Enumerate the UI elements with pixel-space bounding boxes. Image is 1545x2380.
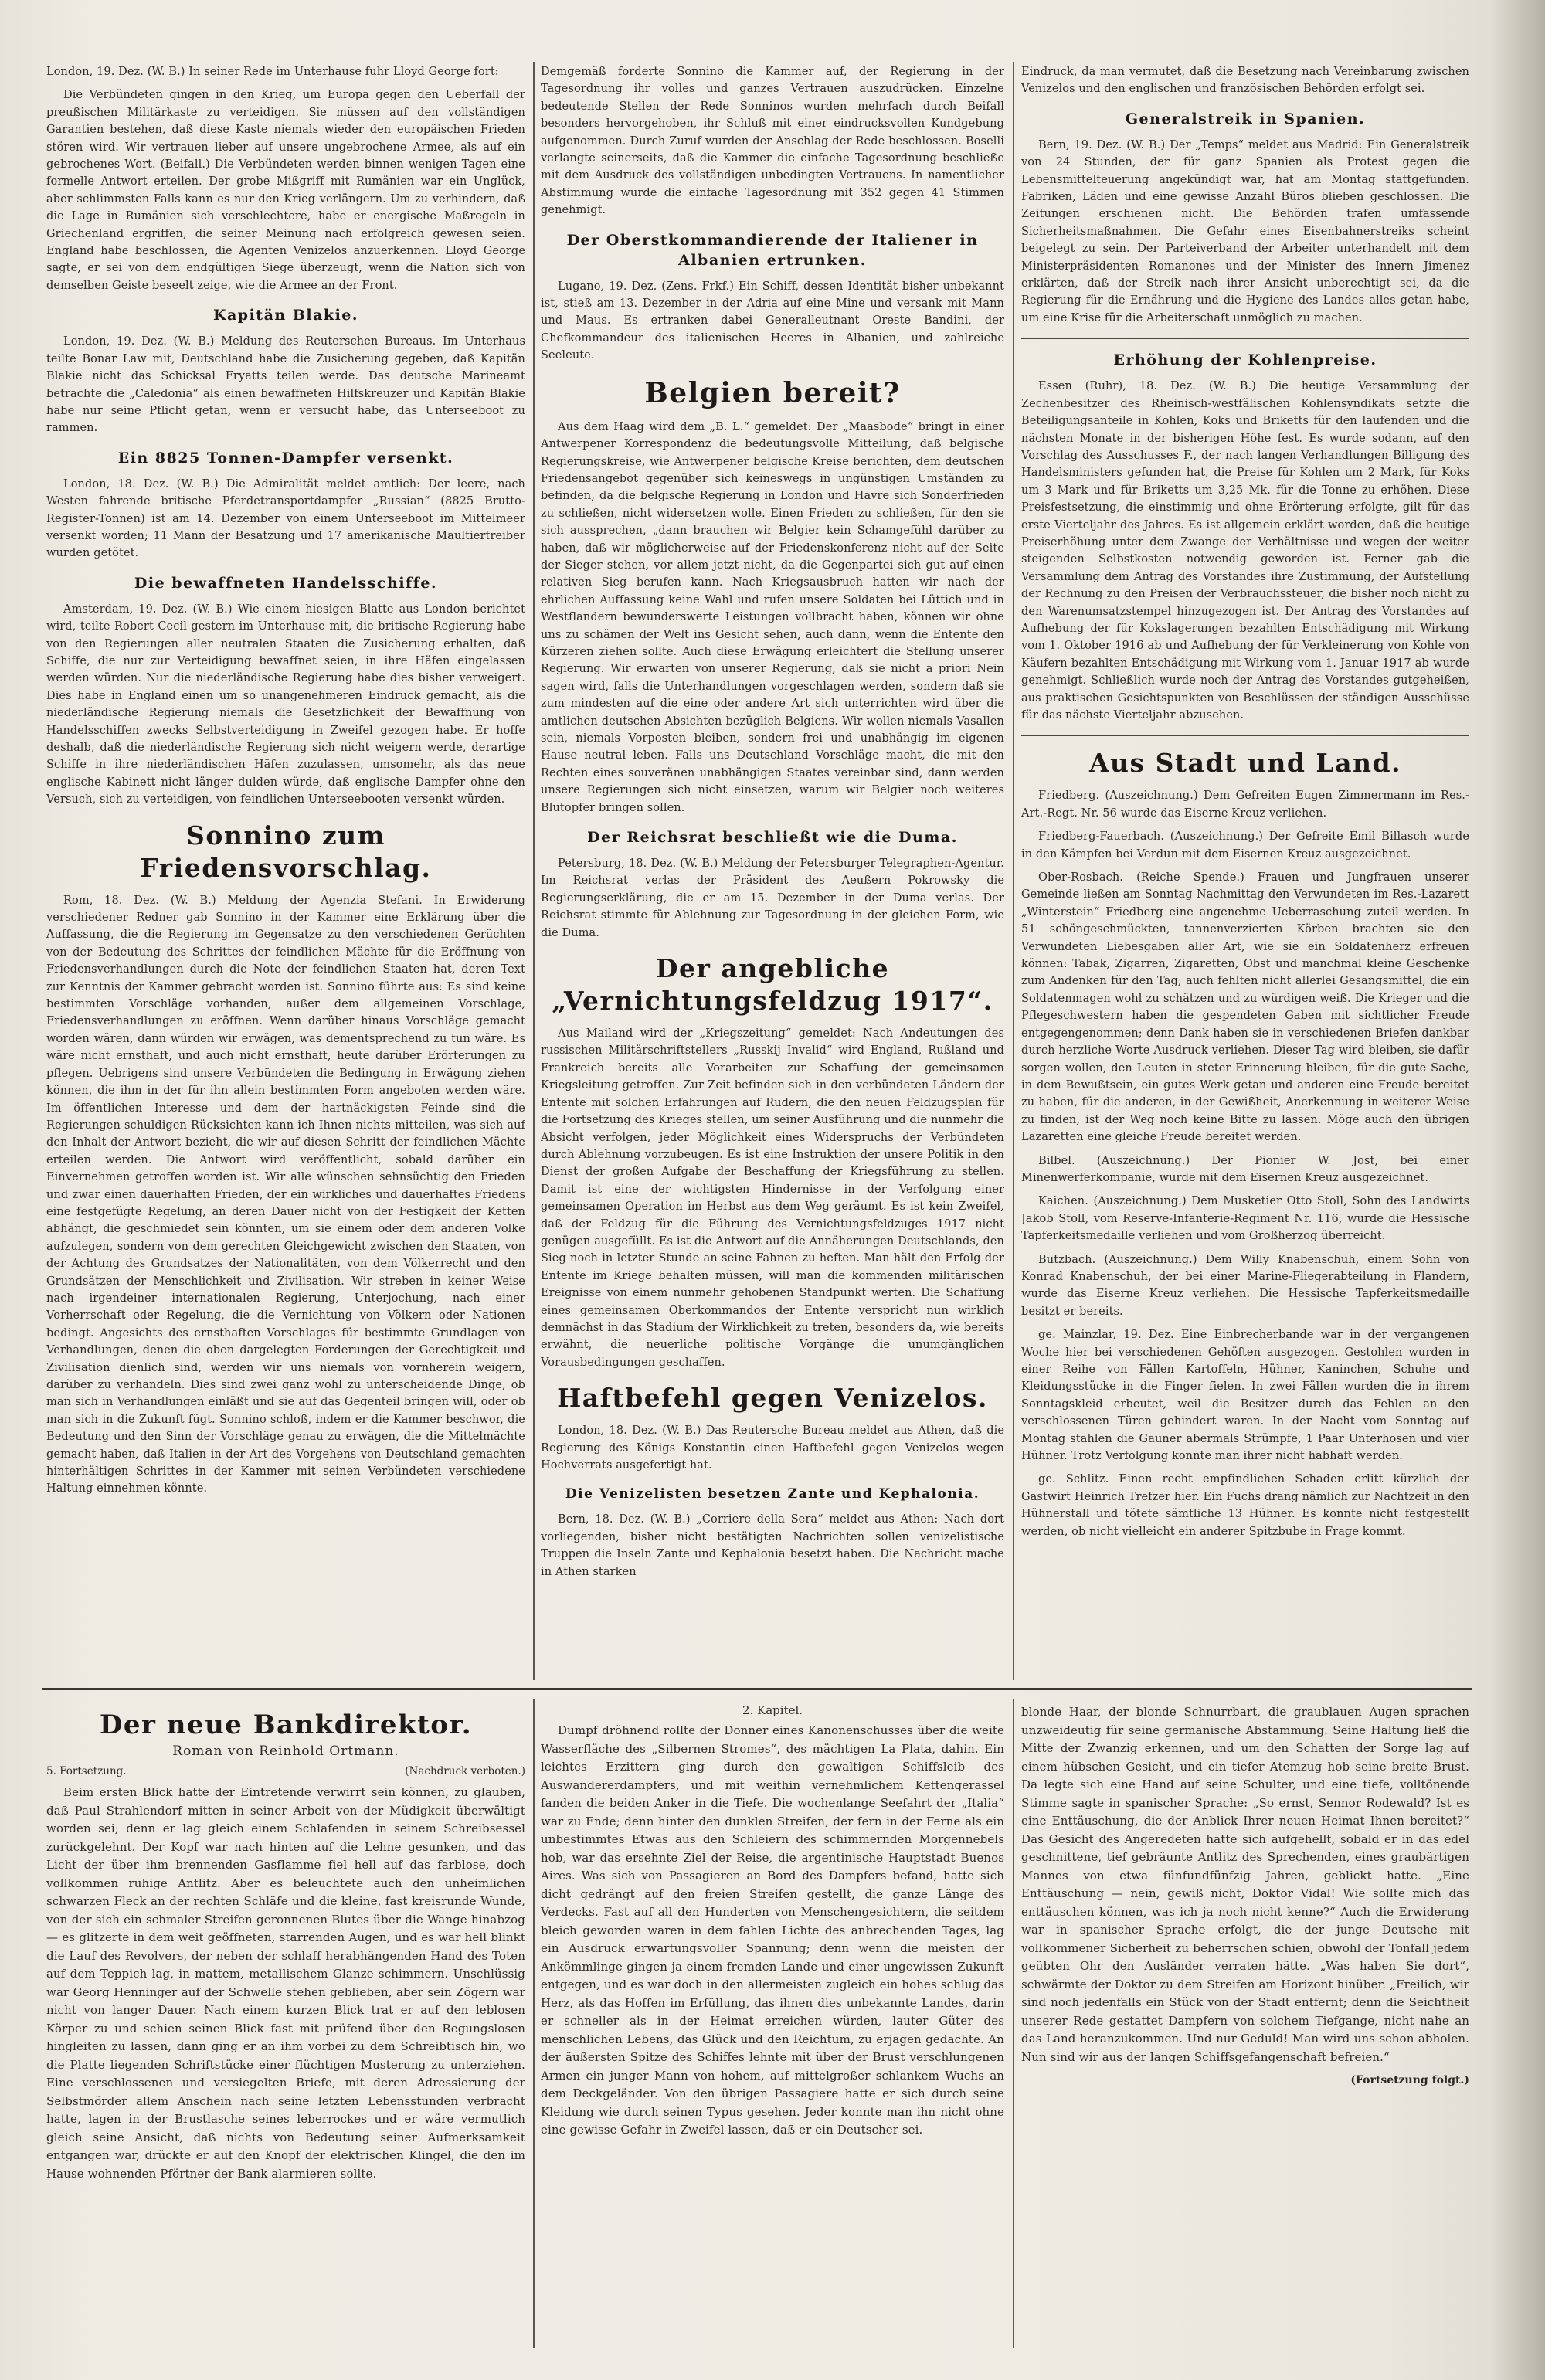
headline-sonnino: Sonnino zum Friedensvorschlag. (140, 820, 432, 883)
column-rule (533, 1699, 535, 2348)
local-news-item: Kaichen. (Auszeichnung.) Dem Musketier Otto Stoll, Sohn des Landwirts Jakob Stoll, vom Reserve-Infanterie-Regiment Nr. 116, wurde die Hessische Tapferkeitsmedaille verliehen und vom Großherzog überreicht. (1021, 1195, 1469, 1243)
headline-reichsrat: Der Reichsrat beschließt wie die Duma. (587, 829, 958, 847)
article-paragraph: Petersburg, 18. Dez. (W. B.) Meldung der Petersburger Telegraphen-Agentur. Im Reichsrat verlas der Präsident des Aeußern Pokrowsky die Regierungserklärung, die er am 15. Dezember in der Duma verlas. Der Reichsrat stimmte für Ablehnung zur Tagesordnung in der gleichen Form, wie die Duma. (541, 857, 1004, 939)
headline-stadt-und-land: Aus Stadt und Land. (1088, 748, 1402, 779)
article-paragraph: Bern, 19. Dez. (W. B.) Der „Temps“ meldet aus Madrid: Ein Generalstreik von 24 Stunden, der für ganz Spanien als Protest gegen die Lebensmittelteuerung angekündigt war, hat am Montag stattgefunden. Fabriken, Läden und eine gewisse Anzahl Büros blieben geschlossen. Die Zeitungen erschienen nicht. Die Behörden trafen umfassende Sicherheitsmaßnahmen. Die Gefahr eines Eisenbahnerstreiks scheint beigelegt zu sein. Der Parteiverband der Arbeiter unterhandelt mit dem Ministerpräsidenten Romanones und der Minister des Innern Jimenez erklärten, daß der Streik nach ihrer Ansicht unberechtigt sei, da die Regierung für die Ernährung und die Hygiene des Landes alles getan habe, um eine Krise für die Arbeiterschaft unmöglich zu machen. (1021, 138, 1469, 324)
feuilleton-column-2 (541, 1703, 1004, 2352)
feuilleton-column-1 (46, 1703, 525, 2352)
local-news-item: Friedberg-Fauerbach. (Auszeichnung.) Der Gefreite Emil Billasch wurde in den Kämpfen bei Verdun mit dem Eisernen Kreuz ausgezeichnet. (1021, 830, 1469, 861)
article-paragraph: Rom, 18. Dez. (W. B.) Meldung der Agenzia Stefani. In Erwiderung verschiedener Redner gab Sonnino in der Kammer eine Erklärung über die Auffassung, die die Regierung im Gegensatze zu den verschiedenen Gerüchten von der Bedeutung des Schrittes der feindlichen Mächte für die Eröffnung von Friedensverhandlungen durch die Note der feindlichen Staaten hat, deren Text zur Kenntnis der Kammer gebracht worden ist. Sonnino führte aus: Es sind keine bestimmten Vorschläge vorhanden, außer dem allgemeinen Vorschlage, Friedensverhandlungen zu eröffnen. Wenn darüber hinaus Vorschläge gemacht worden wären, dann würden wir erwägen, was dementsprechend zu tun wäre. Es wäre nicht ernsthaft, und auch nicht ernsthaft, heute darüber Erörterungen zu pflegen. Uebrigens sind unsere Verbündeten die Bedingung in Erwägung ziehen können, die ihm in der für ihn allein bestimmten Form angeboten werden wäre. Im öffentlichen Interesse und dem der hartnäckigsten Feinde sind die Regierungen schuldigen Rücksichten kann ich Ihnen nichts mitteilen, was sich auf den Inhalt der Antwort bezieht, die wir auf diesen Schritt der feindlichen Mächte erteilen werden. Die Antwort wird veröffentlicht, sobald darüber ein Einvernehmen getroffen worden ist. Wir alle wünschen sehnsüchtig den Frieden und zwar einen dauerhaften Frieden, der ein wirkliches und dauerhaftes Friedens eine festgefügte Regelung, an deren Dauer nicht von der Festigkeit der Ketten abhängt, die geschmiedet sein könnten, um sie einem oder dem anderen Volke aufzulegen, sondern von dem gerechten Gleichgewicht zwischen den Staaten, von der Achtung des Grundsatzes der Nationalitäten, von dem Völkerrecht und den Grundsätzen der Menschlichkeit und Zivilisation. Wir streben in keiner Weise nach irgendeiner internationalen Regierung, Unterjochung, nach einer Vorherrschaft oder Regelung, die die Vernichtung von Völkern oder Nationen bedingt. Angesichts des ernsthaften Vorschlages für bestimmte Grundlagen von Verhandlungen, denen die oben dargelegten Forderungen der Gerechtigkeit und Zivilisation dienlich sind, werden wir uns niemals von vornherein weigern, darüber zu verhandeln. Dies sind zwei ganz wohl zu unterscheidende Dinge, ob man sich in Verhandlungen einläßt und sie auf das Gegenteil bringen will, oder ob man sich in die Zukunft fügt. Sonnino schloß, indem er die Kammer beschwor, die Bedeutung und den Sinn der Vorschläge genau zu erwägen, die die Mittelmächte gemacht haben, daß Italien in der Art des Vorgehens von Deutschland gemachten hinterhältigen Schrittes in der Kammer mit seinen Verbündeten verschiedene Haltung einnehmen könnte. (46, 894, 525, 1496)
article-paragraph: Die Verbündeten gingen in den Krieg, um Europa gegen den Ueberfall der preußischen Militärkaste zu verteidigen. Sie müssen auf den vollständigen Garantien bestehen, daß diese Kaste niemals wieder den europäischen Frieden stören wird. Wir vertrauen lieber auf unsere ungebrochene Armee, als auf ein gebrochenes Wort. (Beifall.) Die Verbündeten werden binnen wenigen Tagen eine formelle Antwort erteilen. Der grobe Mißgriff mit Rumänien war ein Unglück, aber schlimmsten Falls kann es nur den Krieg verlängern. Um zu verhindern, daß die Lage in Rumänien sich verschlechtere, habe er energische Maßregeln in Griechenland ergriffen, die seiner Meinung nach erfolgreich gewesen seien. England habe beschlossen, die Agenten Venizelos anzuerkennen. Lloyd George sagte, er sei von dem endgültigen Siege überzeugt, wenn die Nation sich von demselben Geiste beseelt zeige, wie die Armee an der Front. (46, 89, 525, 292)
headline-spanien: Generalstreik in Spanien. (1125, 110, 1366, 127)
reprint-note: (Nachdruck verboten.) (405, 1765, 525, 1777)
novel-paragraph: Beim ersten Blick hatte der Eintretende verwirrt sein können, zu glauben, daß Paul Strahlendorf mitten in seiner Arbeit von der Müdigkeit überwältigt worden sei; denn er lag gleich einem Schlafenden in seinem Schreibsessel zurückgelehnt. Der Kopf war nach hinten auf die Lehne gesunken, und das Licht der über ihm brennenden Gasflamme fiel hell auf das farblose, doch vollkommen ruhige Antlitz. Aber es beleuchtete auch den unheimlichen schwarzen Fleck an der rechten Schläfe und die kleine, fast kreisrunde Wunde, von der sich ein schmaler Streifen geronnenen Blutes über die Wange hinabzog — es glitzerte in dem weit geöffneten, starrenden Augen, und es war hell blinkt die Lauf des Revolvers, der neben der schlaff herabhängenden Hand des Toten auf dem Teppich lag, in mattem, metallischem Glanze schimmern. Unschlüssig war Georg Henninger auf der Schwelle stehen geblieben, aber sein Zögern war nicht von langer Dauer. Nach einem kurzen Blick trat er auf den leblosen Körper zu und schien seinen Blick fast mit prüfend über den Regungslosen hingleiten zu lassen, dann ging er an ihm vorbei zu dem Schreibtisch hin, wo die Platte liegenden Schriftstücke einer flüchtigen Musterung zu unterziehen. Eine verschlossenen und versiegelten Briefe, mit deren Adressierung der Selbstmörder allem Anschein nach seine letzten Lebensstunden verbracht hatte, lagen in der Brustlasche seines leberrockes und er wäre vermutlich gleich seine Ansicht, daß nichts von Bedeutung seiner Aufmerksamkeit entgangen war, drückte er auf den Knopf der elektrischen Klingel, die den im Hause wohnenden Pförtner der Bank alarmieren sollte. (46, 1785, 525, 2181)
article-paragraph: London, 19. Dez. (W. B.) Meldung des Reuterschen Bureaus. Im Unterhaus teilte Bonar Law mit, Deutschland habe die Zusicherung gegeben, daß Kapitän Blakie nicht das Schicksal Fryatts teilen werde. Das deutsche Marineamt betrachte die „Caledonia“ als einen bewaffneten Hilfskreuzer und Kapitän Blakie habe nur seine Pflicht getan, wenn er versucht habe, das Unterseeboot zu rammen. (46, 335, 525, 435)
novel-paragraph: blonde Haar, der blonde Schnurrbart, die graublauen Augen sprachen unzweideutig für seine germanische Abstammung. Seine Haltung ließ die Mitte der Zwanzig erkennen, und um den Schatten der Sorge lag auf einem hübschen Gesicht, und ein tiefer Atemzug hob seine breite Brust. Da legte sich eine Hand auf seine Schulter, und eine tiefe, volltönende Stimme sagte in spanischer Sprache: „So ernst, Sennor Rodewald? Ist es eine Enttäuschung, die der Anblick Ihrer neuen Heimat Ihnen bereitet?“ Das Gesicht des Angeredeten hatte sich aufgehellt, sobald er in das edel geschnittene, tief gebräunte Antlitz des Sprechenden, eines graubärtigen Mannes von etwa fünfundfünfzig Jahren, geblickt hatte. „Eine Enttäuschung — nein, gewiß nicht, Doktor Vidal! Wie sollte mich das enttäuschen können, was ich ja noch nicht kenne?“ Auch die Erwiderung war in spanischer Sprache erfolgt, die der junge Deutsche mit vollkommener Sicherheit zu beherrschen schien, obwohl der Tonfall jedem geübten Ohr den Ausländer verraten hätte. „Was haben Sie dort“, schwärmte der Doktor zu dem Streifen am Horizont hinüber. „Freilich, wir sind noch jedenfalls ein Stück von der Stadt entfernt; denn die Seichtheit unserer Rede gestattet Dampfern von solchem Tiefgange, nicht nahe an das Land heranzukommen. Und nur Geduld! Man wird uns schon abholen. Nun sind wir aus der langen Schiffsgefangenschaft befreien.“ (1021, 1705, 1469, 2064)
headline-belgien: Belgien bereit? (644, 376, 901, 409)
headline-angebliche-2: „Vernichtungsfeldzug 1917“. (552, 986, 993, 1017)
section-rule (1021, 338, 1469, 339)
feuilleton-divider (42, 1688, 1472, 1690)
article-paragraph: Aus dem Haag wird dem „B. L.“ gemeldet: Der „Maasbode“ bringt in einer Antwerpener Korrespondenz die bedeutungsvolle Mitteilung, daß belgische Regierungskreise, wie Antwerpener belgische Kreise berichten, dem deutschen Friedensangebot gegenüber sich keineswegs in ungünstigen Umständen zu befinden, da die belgische Regierung in London und Havre sich Sonderfrieden zu schließen, nicht widersetzen wolle. Einen Frieden zu schließen, für den sie sich aussprechen, „dann brauchen wir Belgier kein Schamgefühl darüber zu haben, daß wir möglicherweise auf der Friedenskonferenz nicht auf der Seite der Sieger stehen, vor allem jetzt nicht, da die Gegenpartei sich gut auf einen relativen Sieg berufen kann. Nach Kriegsausbruch hatten wir nach der ehrlichen Auffassung keine Wahl und rufen unsere Soldaten bei Lüttich und in Westflandern bewunderswerte Leistungen vollbracht haben, können wir ohne uns zu schämen der Welt ins Gesicht sehen, auch dann, wenn die Entente den Kürzeren ziehen sollte. Auch diese Erwägung erleichtert die Stellung unserer Regierung. Wir erwarten von unserer Regierung, daß sie nicht a priori Nein sagen wird, falls die Unterhandlungen vorgeschlagen werden, sondern daß sie zum mindesten auf die eine oder andere Art sich unterrichten wird über die amtlichen deutschen Absichten bezüglich Belgiens. Wir wollen niemals Vasallen sein, niemals Vorposten bleiben, sondern frei und unabhängig im eigenen Hause neutral leben. Falls uns Deutschland Vorschläge macht, die mit den Rechten eines souveränen unabhängigen Staates vereinbar sind, dann werden unsere Regierungen sich nicht einsetzen, warum wir Belgier noch weiteres Blutopfer bringen sollen. (541, 420, 1004, 814)
local-news-item: Friedberg. (Auszeichnung.) Dem Gefreiten Eugen Zimmermann im Res.-Art.-Regt. Nr. 56 wurde das Eiserne Kreuz verliehen. (1021, 789, 1469, 820)
feuilleton-meta (46, 1765, 525, 1777)
local-news-item: Ober-Rosbach. (Reiche Spende.) Frauen und Jungfrauen unserer Gemeinde ließen am Sonntag Nachmittag den Verwundeten im Res.-Lazarett „Winterstein“ Friedberg eine angenehme Ueberraschung zuteil werden. In 51 schöngeschmückten, tannenverzierten Körben brachten sie den Verwundeten Liebesgaben aller Art, wie sie ein Soldatenherz erfreuen können: Tabak, Zigarren, Zigaretten, Obst und manchmal kleine Geschenke zum Andenken für den Tag; auch fehlten nicht allerlei Gesangsmittel, die ein Soldatenmagen wohl zu schätzen und zu würdigen weiß. Die Krieger und die Pflegeschwestern haben die gespendeten Gaben mit sichtlicher Freude entgegengenommen; denn Dank haben sie in verschiedenen Briefen dankbar durch herzliche Worte Ausdruck verliehen. Dieser Tag wird bleiben, sie dafür sorgen wollen, den Leuten in steter Erinnerung bleiben, für die gute Sache, in dem Bewußtsein, ein gutes Werk getan und anderen eine Freude bereitet zu haben, für die anderen, in der Gewißheit, Anerkennung in weiterer Weise zu finden, ist der Weg noch keine Bitte zu lassen. Möge auch den übrigen Lazaretten eine gleiche Freude bereitet werden. (1021, 871, 1469, 1144)
column-3 (1021, 63, 1469, 1682)
article-paragraph: Demgemäß forderte Sonnino die Kammer auf, der Regierung in der Tagesordnung ihr volles und ganzes Vertrauen auszudrücken. Einzelne bedeutende Stellen der Rede Sonninos wurden mehrfach durch Beifall besonders hervorgehoben, ihr Schluß mit einer eindrucksvollen Kundgebung aufgenommen. Durch Zuruf wurden der Anschlag der Rede beschlossen. Boselli verlangte seinerseits, daß die Kammer die einfache Tagesordnung beschließe mit dem Ausdruck des vollständigen unbedingten Vertrauens. In namentlicher Abstimmung wurde die einfache Tagesordnung mit 352 gegen 41 Stimmen genehmigt. (541, 66, 1004, 217)
to-be-continued: (Fortsetzung folgt.) (1350, 2074, 1469, 2086)
article-paragraph: Bern, 18. Dez. (W. B.) „Corriere della Sera“ meldet aus Athen: Nach dort vorliegenden, bisher nicht bestätigten Nachrichten sollen venizelistische Truppen die Inseln Zante und Kephalonia besetzt haben. Die Nachricht mache in Athen starken (541, 1513, 1004, 1578)
section-rule (1021, 735, 1469, 736)
novel-paragraph: Dumpf dröhnend rollte der Donner eines Kanonenschusses über die weite Wasserfläche des „Silbernen Stromes“, des mächtigen La Plata, dahin. Ein leichtes Erzittern ging durch den gewaltigen Schiffsleib des Auswandererdampfers, und mit weithin vernehmlichem Kettengerassel fanden die beiden Anker in die Tiefe. Die wochenlange Seefahrt der „Italia“ war zu Ende; denn hinter den dunklen Streifen, der fern in der Ferne als ein unbestimmtes Etwas aus den Schleiern des schimmernden Morgennebels hob, war das ersehnte Ziel der Reise, die argentinische Hauptstadt Buenos Aires. Was sich von Passagieren an Bord des Dampfers befand, hatte sich dicht gedrängt auf den freien Streifen gestellt, die ganze Länge des Verdecks. Fast auf all den Hunderten von Menschengesichtern, die seitdem bleich geworden waren in dem fahlen Lichte des anbrechenden Tages, lag ein Ausdruck erwartungsvoller Spannung; denn wenn die meisten der Ankömmlinge gingen ja einem fremden Lande und einer ungewissen Zukunft entgegen, und es war doch in den allermeisten zugleich ein hohes schlug das Herz, als das Hoffen im Erfüllung, das ihnen dies unbekannte Landes, darin er schneller als in der Heimat erreichen würden, lauter Güter des menschlichen Lebens, das Glück und den Reichtum, zu erjagen gedachte. An der äußersten Spitze des Schiffes lehnte mit über der Brust verschlungenen Armen ein junger Mann von hohem, auf mittelgroßer schlankem Wuchs an dem Deckgeländer. Von den übrigen Passagiere hatte er sich durch seine Kleidung wie durch seinen Typus gesehen. Jeder konnte man ihn nicht ohne eine gewisse Gefahr in Zweifel lassen, daß er ein Deutscher sei. (541, 1723, 1004, 2137)
local-news-item: Butzbach. (Auszeichnung.) Dem Willy Knabenschuh, einem Sohn von Konrad Knabenschuh, der bei einer Marine-Fliegerabteilung in Flandern, wurde das Eiserne Kreuz verliehen. Die Hessische Tapferkeitsmedaille besitzt er bereits. (1021, 1253, 1469, 1318)
headline-oberstkommandierende: Der Oberstkommandierende der Italiener in Albanien ertrunken. (566, 231, 979, 269)
column-1 (46, 63, 525, 1682)
headline-zante: Die Venizelisten besetzen Zante und Kephalonia. (565, 1486, 980, 1502)
column-2 (541, 63, 1004, 1682)
article-paragraph: Eindruck, da man vermutet, daß die Besetzung nach Vereinbarung zwischen Venizelos und den englischen und französischen Behörden erfolgt sei. (1021, 66, 1469, 96)
local-news-item: ge. Mainzlar, 19. Dez. Eine Einbrecherbande war in der vergangenen Woche hier bei verschiedenen Gehöften ausgezogen. Gestohlen wurden in einer Reihe von Fällen Kartoffeln, Hühner, Kaninchen, Schuhe und Kleidungsstücke in die Finger fielen. In zwei Fällen wurden die in ihrem Sonntagskleid erbeutet, weil die Besitzer durch das Fehlen an den verschlossenen Türen gehindert waren. In der Nacht vom Sonntag auf Montag stahlen die Gauner abermals Strümpfe, 1 Paar Unterhosen und vier Hühner. Trotz Verfolgung konnte man ihrer nicht habhaft werden. (1021, 1329, 1469, 1463)
article-paragraph: Aus Mailand wird der „Kriegszeitung“ gemeldet: Nach Andeutungen des russischen Militärschriftstellers „Russkij Invalid“ wird England, Rußland und Frankreich bereits alle Vorarbeiten zur Schaffung der gemeinsamen Kriegsleitung getroffen. Zur Zeit befinden sich in den verbündeten Ländern der Entente mit solchen Erfahrungen auf Rudern, die den neuen Feldzugsplan für die Fortsetzung des Krieges stellen, um seiner Ausführung und die nunmehr die Absicht verfolgen, jeder Möglichkeit eines Widerspruchs der Verbündeten durch Ablehnung vorzubeugen. Es ist eine Instruktion der unsere Politik in den Dienst der großen Aufgabe der Beschaffung der Kriegsführung zu stellen. Damit ist eine der wichtigsten Hindernisse in der Verfolgung einer gemeinsamen Operation im Herbst aus dem Weg geräumt. Es ist kein Zweifel, daß der Feldzug für die Führung des Vernichtungsfeldzuges 1917 nicht genügen ausgefüllt. Es ist die Antwort auf die Annäherungen Deutschlands, den Sieg noch in letzter Stunde an seine Fahnen zu heften. Man hält den Erfolg der Entente im Kriege behalten müssen, will man die kommenden militärischen Ereignisse von einem nunmehr gehobenen Standpunkt werten. Die Schaffung eines gemeinsamen Oberkommandos der Entente verspricht nun wirklich demnächst in das Stadium der Wirklichkeit zu treten, besonders da, wie bereits erwähnt, die neuerliche politische Vorgänge die unumgänglichen Vorausbedingungen geschaffen. (541, 1027, 1004, 1369)
headline-kohlenpreise: Erhöhung der Kohlenpreise. (1113, 351, 1377, 369)
local-news-item: Bilbel. (Auszeichnung.) Der Pionier W. Jost, bei einer Minenwerferkompanie, wurde mit dem Eisernen Kreuz ausgezeichnet. (1021, 1154, 1469, 1184)
article-paragraph: Essen (Ruhr), 18. Dez. (W. B.) Die heutige Versammlung der Zechenbesitzer des Rheinisch-westfälischen Kohlensyndikats setzte die Beteiligungsanteile in Kohlen, Koks und Briketts für den laufenden und die nächsten Monate in der bisherigen Höhe fest. Es wurde sodann, auf den Vorschlag des Ausschusses F., der nach langen Verhandlungen Billigung des Handelsministers gefunden hat, die Preise für Kohlen um 2 Mark, für Koks um 3 Mark und für Briketts um 3,25 Mk. für die Tonne zu erhöhen. Diese Preisfestsetzung, die einstimmig und ohne Erörterung erfolgte, gilt für das erste Vierteljahr des Jahres. Es ist allgemein erklärt worden, daß die heutige Preiserhöhung unter dem Zwange der Verhältnisse und wegen der weiter steigenden Selbstkosten notwendig geworden ist. Ferner gab die Versammlung dem Antrag des Vorstandes ihre Zustimmung, der Aufstellung der Rechnung zu den Preisen der Verbrauchssteuer, die bisher noch nicht zu den Warenumsatzstempel hinzugezogen ist. Der Antrag des Vorstandes auf Aufhebung der für Kokslagerungen bezahlten Entschädigung mit Wirkung vom 1. Oktober 1916 ab und Aufhebung der für Verkleinerung von Kohle von Käufern bezahlten Entschädigung mit Wirkung vom 1. Januar 1917 ab wurde genehmigt. Schließlich wurde noch der Antrag des Vorstandes gutgeheißen, aus praktischen Gesichtspunkten von Beschlüssen der ständigen Ausschüsse für das nächste Vierteljahr abzusehen. (1021, 380, 1469, 721)
column-rule (1013, 62, 1014, 1680)
feuilleton-title: Der neue Bankdirektor. (99, 1709, 473, 1740)
column-rule (533, 62, 535, 1680)
headline-dampfer: Ein 8825 Tonnen-Dampfer versenkt. (117, 449, 454, 467)
column-rule (1013, 1699, 1014, 2348)
feuilleton-byline: Roman von Reinhold Ortmann. (172, 1743, 399, 1759)
chapter-heading: 2. Kapitel. (742, 1703, 803, 1717)
headline-handelsschiffe: Die bewaffneten Handelsschiffe. (134, 574, 438, 592)
article-paragraph: Lugano, 19. Dez. (Zens. Frkf.) Ein Schiff, dessen Identität bisher unbekannt ist, stieß am 13. Dezember in der Adria auf eine Mine und versank mit Mann und Maus. Es ertranken dabei Generalleutnant Oreste Bandini, der Chefkommandeur des italienischen Heeres in Albanien, und zahlreiche Seeleute. (541, 280, 1004, 362)
headline-blakie: Kapitän Blakie. (212, 307, 359, 324)
article-paragraph: London, 19. Dez. (W. B.) In seiner Rede im Unterhause fuhr Lloyd George fort: (46, 66, 499, 78)
installment-label: 5. Fortsetzung. (46, 1765, 127, 1777)
article-paragraph: Amsterdam, 19. Dez. (W. B.) Wie einem hiesigen Blatte aus London berichtet wird, teilte Robert Cecil gestern im Unterhause mit, die britische Regierung habe von den Regierungen aller neutralen Staaten die Zusicherung erhalten, daß Schiffe, die nur zur Verteidigung bewaffnet seien, in ihre Häfen eingelassen werden würden. Nur die niederländische Regierung habe dies bisher verweigert. Dies habe in England einen um so unangenehmeren Eindruck gemacht, als die niederländische Regierung niemals die Gesetzlichkeit der Bewaffnung von Handelsschiffen zwecks Selbstverteidigung in Zweifel gezogen habe. Er hoffe deshalb, daß die niederländische Regierung sich nicht weigern werde, derartige Schiffe in ihre niederländischen Häfen zuzulassen, umsomehr, als das neue englische Kabinett nicht länger dulden würde, daß englische Dampfer ohne den Versuch, sich zu verteidigen, von feindlichen Unterseebooten versenkt würden. (46, 603, 525, 806)
article-paragraph: London, 18. Dez. (W. B.) Das Reutersche Bureau meldet aus Athen, daß die Regierung des Königs Konstantin einen Haftbefehl gegen Venizelos wegen Hochverrats ausgefertigt hat. (541, 1424, 1004, 1472)
local-news-item: ge. Schlitz. Einen recht empfindlichen Schaden erlitt kürzlich der Gastwirt Heinrich Trefzer hier. Ein Fuchs drang nämlich zur Nachtzeit in den Hühnerstall und tötete sämtliche 13 Hühner. Es konnte nicht festgestellt werden, ob nicht vielleicht ein anderer Spitzbube in Frage kommt. (1021, 1473, 1469, 1538)
article-paragraph: London, 18. Dez. (W. B.) Die Admiralität meldet amtlich: Der leere, nach Westen fahrende britische Pferdetransportdampfer „Russian“ (8825 Brutto-Register-Tonnen) ist am 14. Dezember von einem Unterseeboot im Mittelmeer versenkt worden; 11 Mann der Besatzung und 17 amerikanische Maultiertreiber wurden getötet. (46, 477, 525, 560)
headline-haftbefehl: Haftbefehl gegen Venizelos. (557, 1383, 988, 1414)
feuilleton-column-3 (1021, 1703, 1469, 2352)
headline-angebliche-1: Der angebliche (655, 953, 890, 984)
page-edge-shadow (1491, 0, 1545, 2380)
